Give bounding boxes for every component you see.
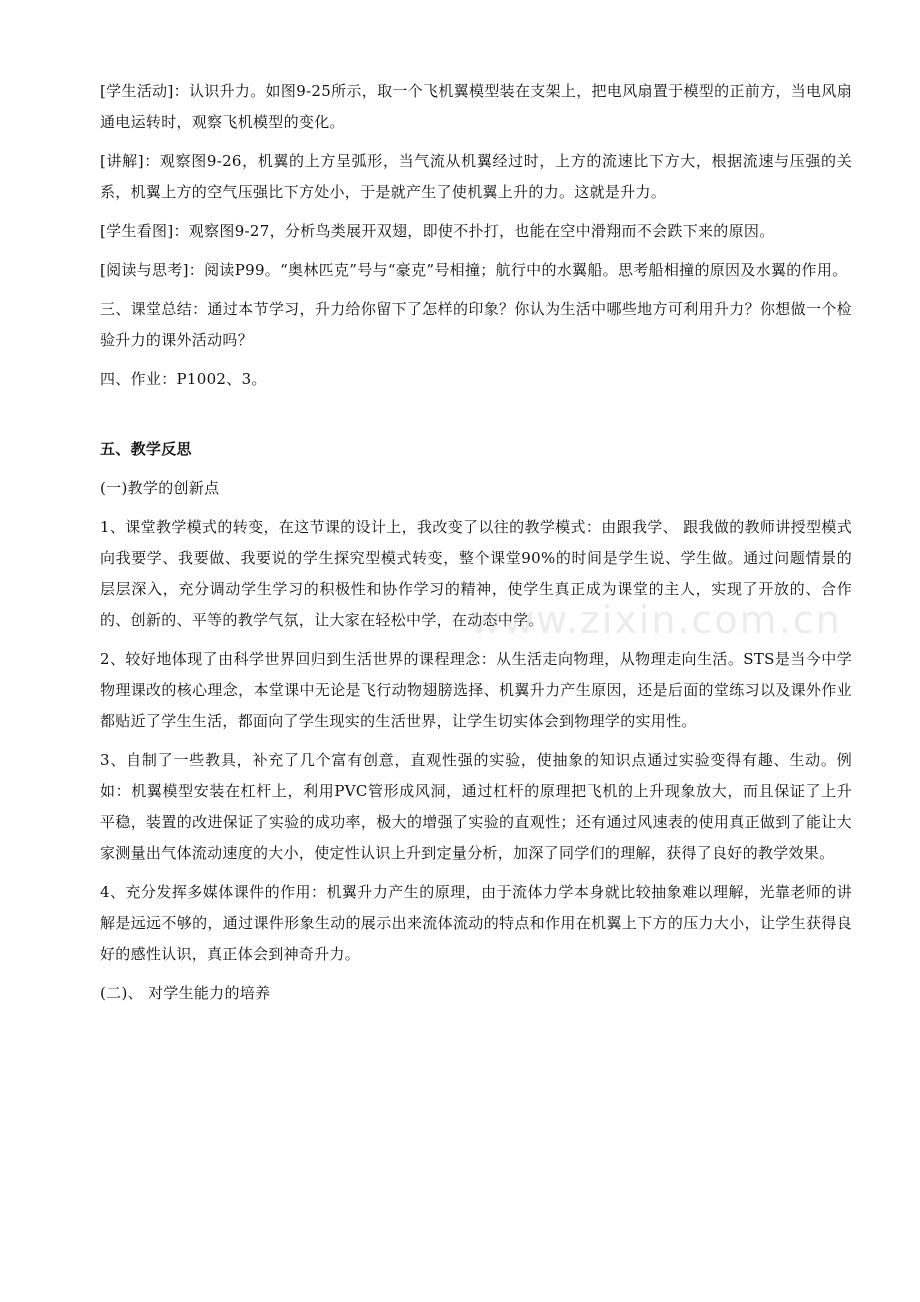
paragraph-reflection-2: 2、较好地体现了由科学世界回归到生活世界的课程理念：从生活走向物理，从物理走向生活。STS是当今中学物理课改的核心理念，本堂课中无论是飞行动物翅膀选择、机翼升力产生原因，还是后面的堂练习以及课外作业都贴近了学生生活，都面向了学生现实的生活世界，让学生切实体会到物理学的实用性。 [100,650,852,730]
paragraph-reflection-4: 4、充分发挥多媒体课件的作用：机翼升力产生的原理，由于流体力学本身就比较抽象难以理解，光靠老师的讲解是远远不够的，通过课件形象生动的展示出来流体流动的特点和作用在机翼上下方的压力大小，让学生获得良好的感性认识，真正体会到神奇升力。 [100,883,852,963]
paragraph-reflection-3: 3、自制了一些教具，补充了几个富有创意，直观性强的实验，使抽象的知识点通过实验变得有趣、生动。例如：机翼模型安装在杠杆上，利用PVC管形成风洞，通过杠杆的原理把飞机的上升现象放大，而且保证了上升平稳，装置的改进保证了实验的成功率，极大的增强了实验的直观性；还有通过风速表的使用真正做到了能让大家测量出气体流动速度的大小，使定性认识上升到定量分析，加深了同学们的理解，获得了良好的教学效果。 [100,751,852,862]
subheading-ability: (二)、 对学生能力的培养 [100,984,271,1002]
section-heading-reflection: 五、教学反思 [100,440,192,458]
document-body [100,76,852,1009]
paragraph-homework: 四、作业：P1002、3。 [100,370,267,388]
paragraph-reflection-1: 1、课堂教学模式的转变，在这节课的设计上，我改变了以往的教学模式：由跟我学、 跟我做的教师讲授型模式向我要学、我要做、我要说的学生探究型模式转变，整个课堂90%的时间是学生说、学生做。通过问题情景的层层深入，充分调动学生学习的积极性和协作学习的精神，使学生真正成为课堂的主人，实现了开放的、合作的、创新的、平等的教学气氛，让大家在轻松中学，在动态中学。 [100,518,852,629]
subheading-innovation: (一)教学的创新点 [100,479,220,497]
watermark: www.zixin.com.cn [470,598,842,642]
paragraph-student-activity: [学生活动]：认识升力。如图9-25所示，取一个飞机翼模型装在支架上，把电风扇置于模型的正前方，当电风扇通电运转时，观察飞机模型的变化。 [100,82,852,131]
paragraph-reading-thinking: [阅读与思考]：阅读P99。“奥林匹克”号与“豪克”号相撞；航行中的水翼船。思考船相撞的原因及水翼的作用。 [100,261,848,279]
paragraph-class-summary: 三、课堂总结：通过本节学习，升力给你留下了怎样的印象？你认为生活中哪些地方可利用升力？你想做一个检验升力的课外活动吗？ [100,300,852,349]
paragraph-student-view-figure: [学生看图]：观察图9-27，分析鸟类展开双翅，即使不扑打，也能在空中滑翔而不会跌下来的原因。 [100,222,775,240]
paragraph-explanation: [讲解]：观察图9-26，机翼的上方呈弧形，当气流从机翼经过时，上方的流速比下方大，根据流速与压强的关系，机翼上方的空气压强比下方处小，于是就产生了使机翼上升的力。这就是升力。 [100,152,852,201]
